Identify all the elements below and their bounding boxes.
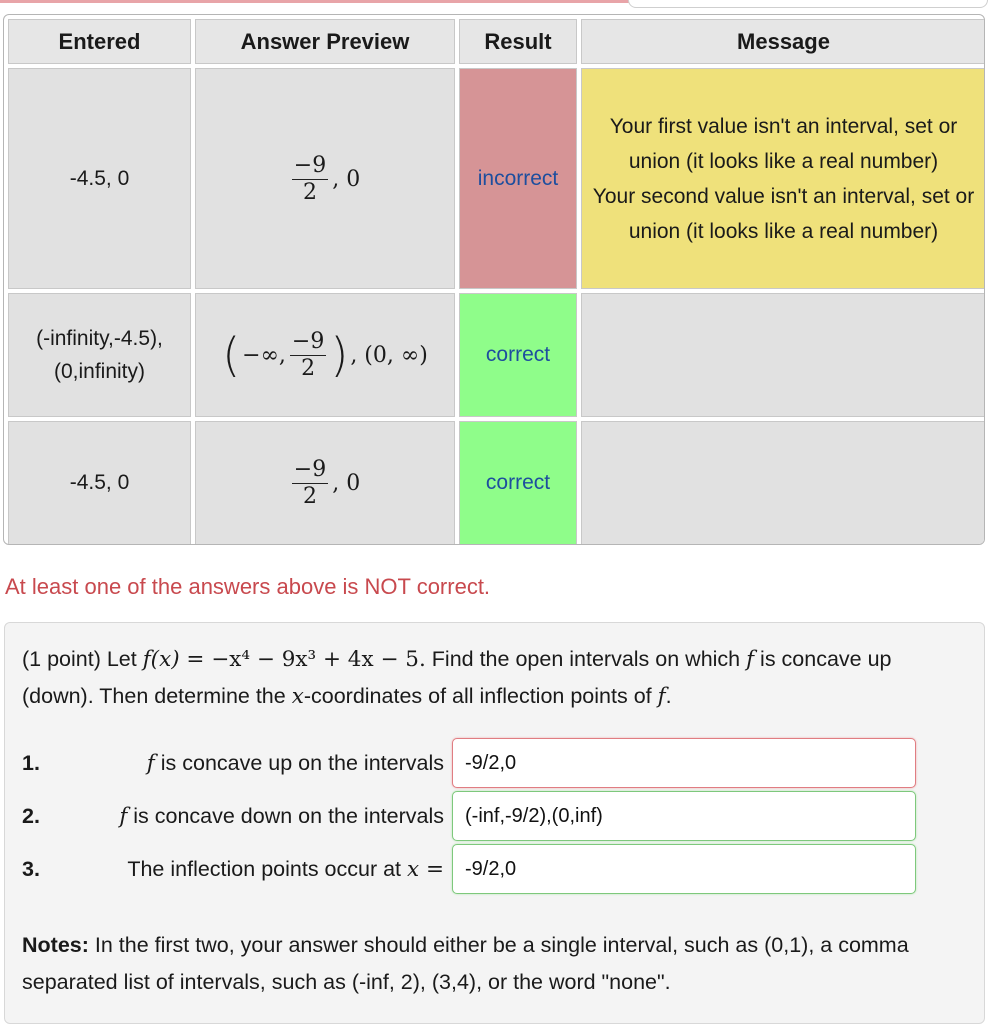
preview-tail: , 0 <box>332 166 361 192</box>
math-var: x <box>407 857 420 882</box>
math-var: f <box>146 751 155 776</box>
question-label <box>147 751 444 776</box>
table-row <box>8 293 985 417</box>
table-row <box>8 68 985 289</box>
question-label-text: is concave down on the intervals <box>127 804 444 828</box>
problem-text: . <box>665 684 672 708</box>
preview-math <box>222 328 428 382</box>
question-label-text: The inflection points occur at <box>127 857 407 881</box>
open-paren: ( <box>222 328 241 382</box>
preview-math <box>290 152 361 205</box>
fraction-denominator: 2 <box>301 355 316 381</box>
close-paren: ) <box>330 328 349 382</box>
question-number: 2. <box>22 804 40 828</box>
header-answer-preview: Answer Preview <box>195 19 455 64</box>
problem-text: is concave up (down). Then determine the <box>22 647 892 708</box>
preview-math <box>290 459 360 508</box>
preview-tail: , (0, ∞) <box>350 342 428 368</box>
math-var: f <box>746 647 755 672</box>
math-var: f <box>657 684 666 709</box>
preview-cell <box>195 421 455 545</box>
message-line: Your first value isn't an interval, set or union (it looks like a real number) <box>609 114 958 173</box>
fraction-numerator: −9 <box>293 457 327 482</box>
question-number: 3. <box>22 857 40 881</box>
question-label <box>127 857 444 882</box>
entered-cell: -4.5, 0 <box>8 68 191 289</box>
result-cell: correct <box>459 293 577 417</box>
results-table <box>4 15 985 545</box>
fraction-numerator: −9 <box>293 152 327 178</box>
preview-cell <box>195 68 455 289</box>
message-cell <box>581 421 985 545</box>
math-var: x <box>291 684 304 709</box>
preview-open: −∞, <box>242 342 286 368</box>
points-label: (1 point) Let <box>22 647 137 671</box>
fraction-numerator: −9 <box>291 328 325 354</box>
top-tab <box>628 0 988 8</box>
question-number: 1. <box>22 751 40 775</box>
notes-text: In the first two, your answer should either be a single interval, such as (0,1), a comma separated list of intervals, such as (-inf, 2), (3,4), or the word "none". <box>22 933 909 994</box>
entered-text: (-infinity,-4.5), (0,infinity) <box>36 327 163 383</box>
math-var: f <box>119 804 128 829</box>
question-label-text: is concave up on the intervals <box>154 751 444 775</box>
problem-text: Find the open intervals on which <box>425 647 747 671</box>
fraction-denominator: 2 <box>303 179 317 205</box>
fraction-denominator: 2 <box>303 484 317 509</box>
question-row-2 <box>22 791 922 841</box>
header-result: Result <box>459 19 577 64</box>
preview-cell <box>195 293 455 417</box>
message-line: Your second value isn't an interval, set or union (it looks like a real number) <box>592 184 975 243</box>
function-name: f(x) <box>142 647 180 672</box>
answer-input-concave-up[interactable]: -9/2,0 <box>452 738 916 788</box>
message-cell <box>581 293 985 417</box>
entered-cell <box>8 293 191 417</box>
fraction <box>290 328 326 381</box>
header-entered: Entered <box>8 19 191 64</box>
result-cell: incorrect <box>459 68 577 289</box>
question-row-3 <box>22 844 922 894</box>
top-strip <box>0 0 630 3</box>
message-cell <box>581 68 985 289</box>
fraction <box>292 152 328 205</box>
notes-label: Notes: <box>22 933 89 957</box>
header-message: Message <box>581 19 985 64</box>
fraction <box>292 459 328 508</box>
function-equation: = −x⁴ − 9x³ + 4x − 5. <box>179 647 426 672</box>
question-row-1 <box>22 738 922 788</box>
warning-message: At least one of the answers above is NOT correct. <box>5 574 491 599</box>
preview-tail: , 0 <box>332 471 361 496</box>
problem-panel <box>4 622 985 1024</box>
results-table-container <box>3 14 985 545</box>
question-label-tail: = <box>419 857 444 882</box>
notes <box>22 927 972 1001</box>
problem-statement <box>22 641 962 715</box>
table-row <box>8 421 985 545</box>
results-header-row <box>8 19 985 64</box>
answer-input-concave-down[interactable]: (-inf,-9/2),(0,inf) <box>452 791 916 841</box>
answer-input-inflection-points[interactable]: -9/2,0 <box>452 844 916 894</box>
problem-text: -coordinates of all inflection points of <box>303 684 658 708</box>
entered-cell: -4.5, 0 <box>8 421 191 545</box>
question-label <box>119 804 444 829</box>
result-cell: correct <box>459 421 577 545</box>
